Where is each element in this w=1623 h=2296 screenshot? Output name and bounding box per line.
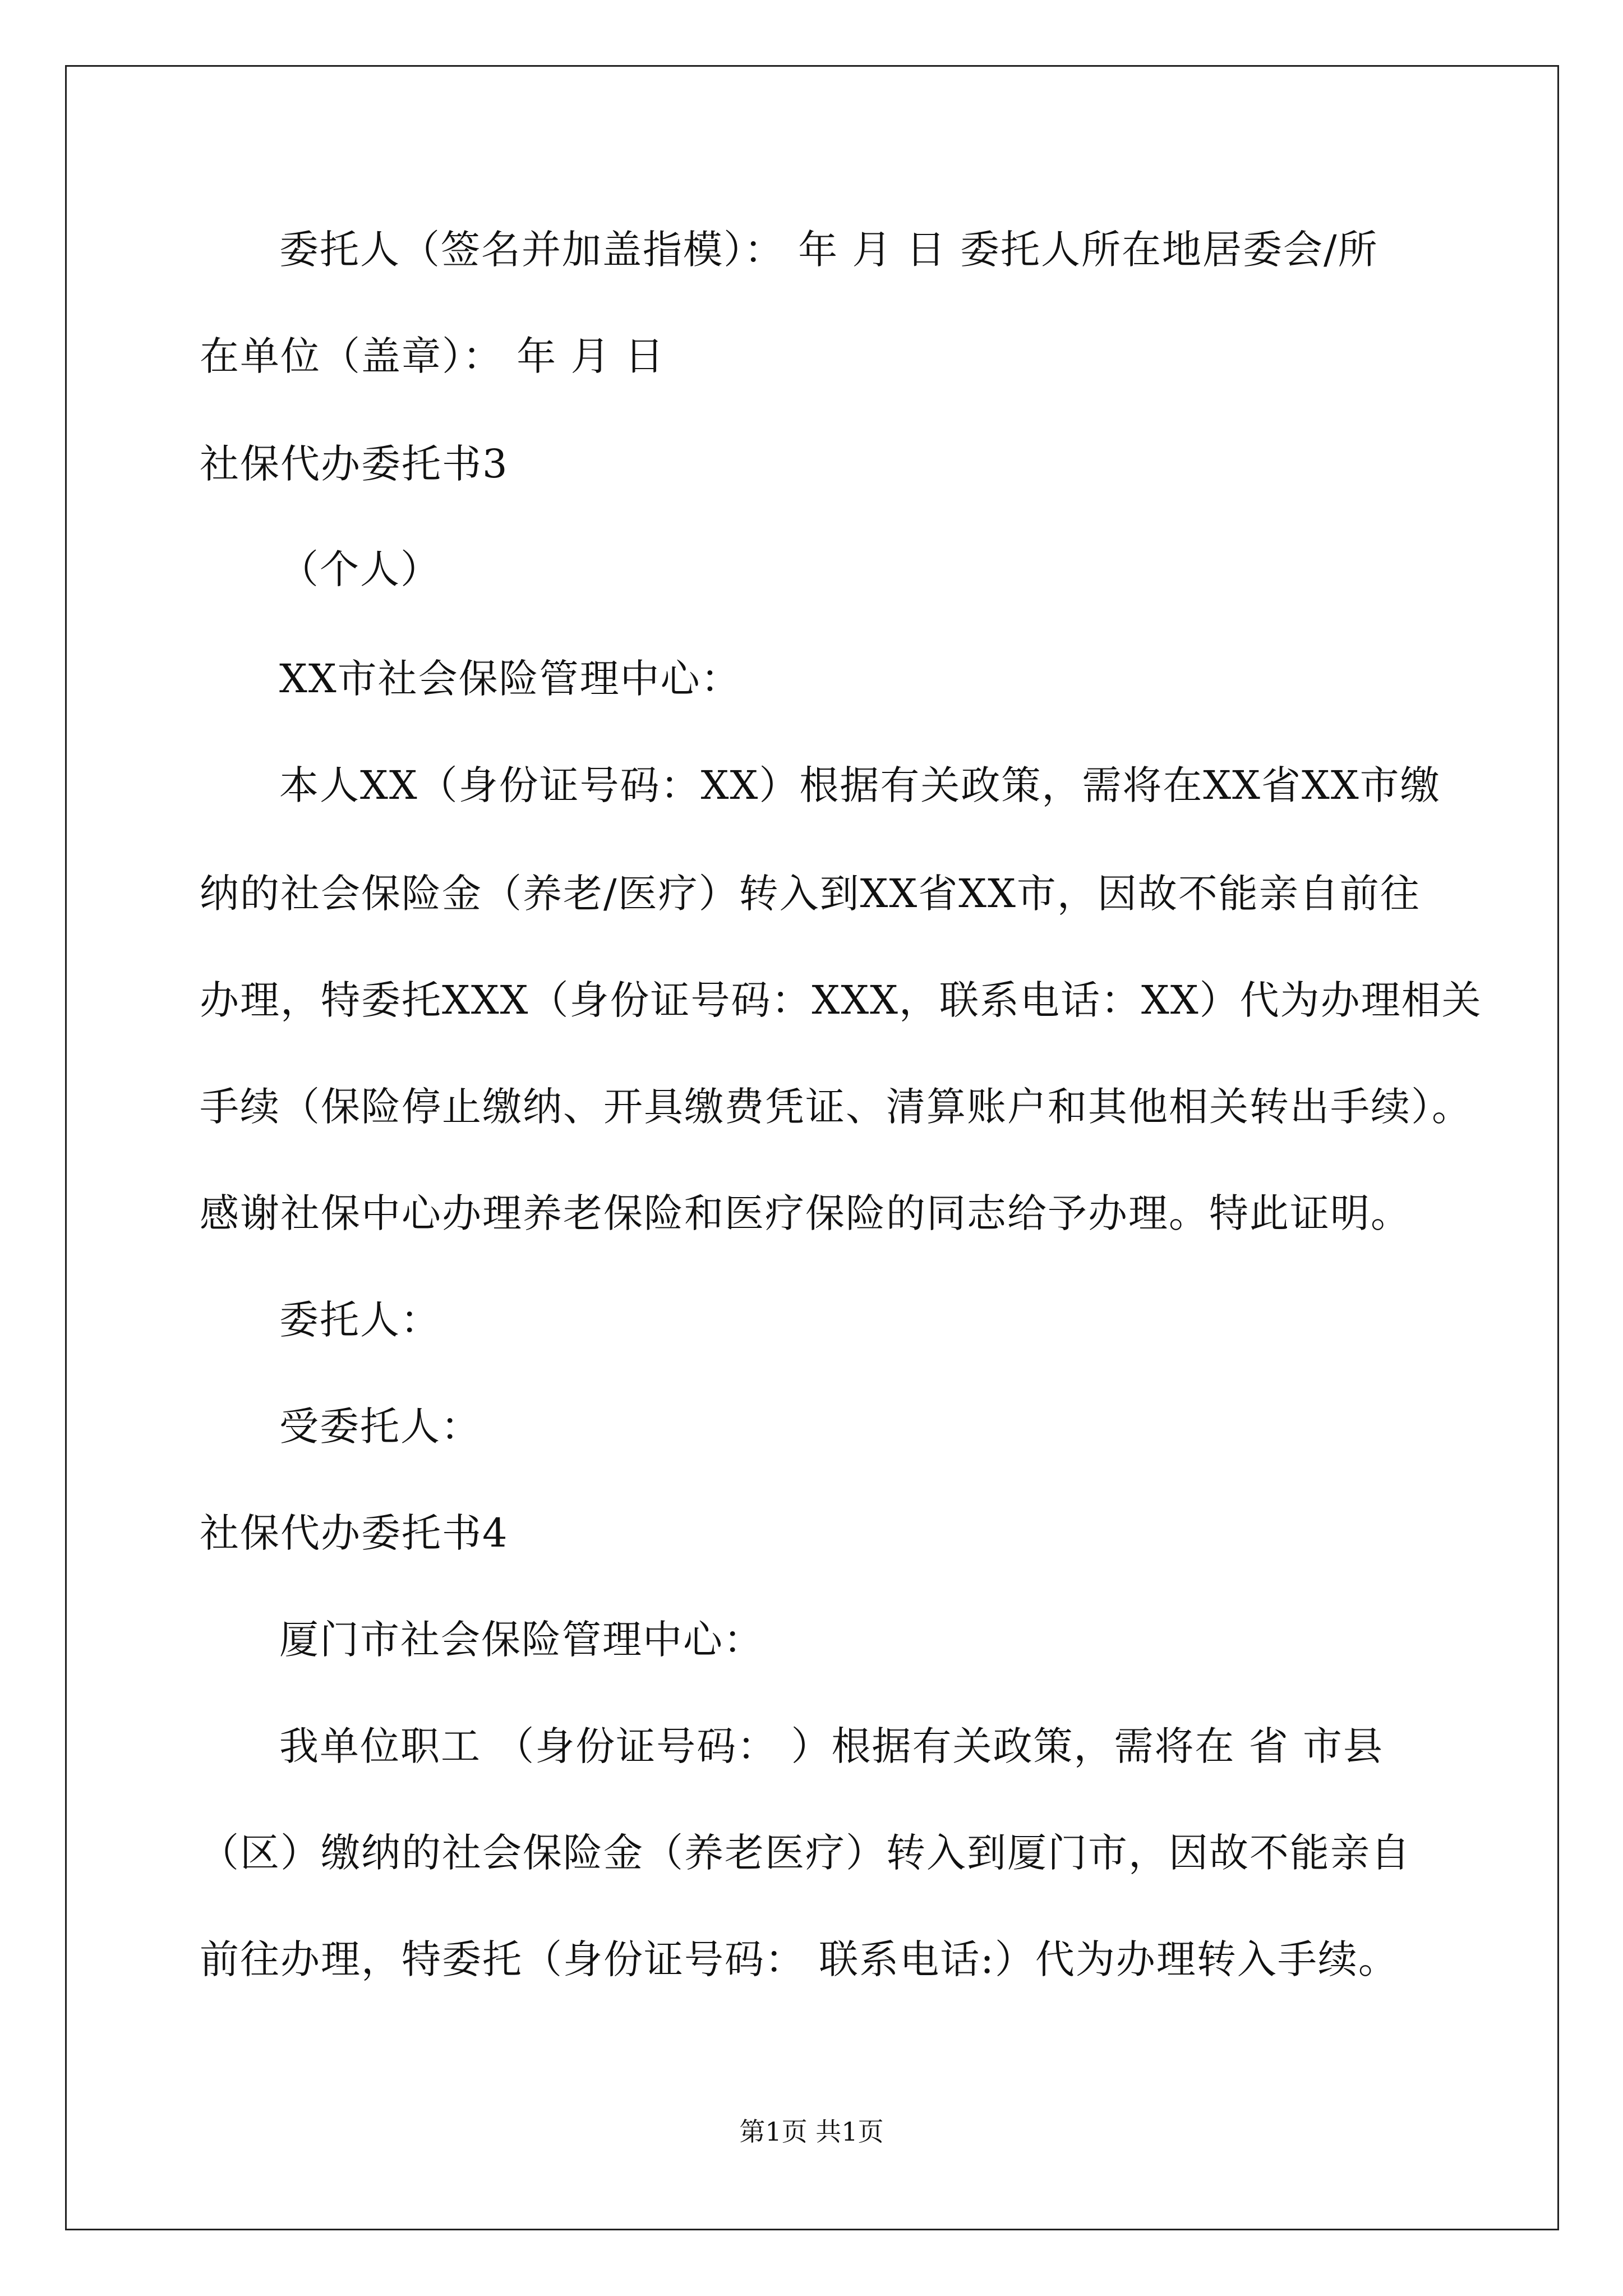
- text-line: 手续（保险停止缴纳、开具缴费凭证、清算账户和其他相关转出手续）。: [200, 1084, 1472, 1130]
- section-heading: 社保代办委托书4: [200, 1510, 509, 1556]
- text-line: （个人）: [279, 546, 441, 592]
- page-border: [65, 65, 1559, 2230]
- text-line: 委托人（签名并加盖指模）： 年 月 日 委托人所在地居委会/所: [279, 227, 1378, 273]
- text-line: 感谢社保中心办理养老保险和医疗保险的同志给予办理。特此证明。: [200, 1190, 1411, 1236]
- addressee: 厦门市社会保险管理中心：: [279, 1617, 764, 1663]
- text-line: 在单位（盖章）： 年 月 日: [200, 333, 665, 379]
- signature-label: 委托人：: [279, 1297, 441, 1343]
- text-line: 我单位职工 （身份证号码： ）根据有关政策，需将在 省 市县: [279, 1723, 1384, 1769]
- signature-label: 受委托人：: [279, 1404, 481, 1450]
- addressee: XX市社会保险管理中心：: [279, 656, 741, 702]
- text-line: 办理，特委托XXX（身份证号码：XXX，联系电话：XX）代为办理相关: [200, 977, 1482, 1023]
- text-line: 前往办理，特委托（身份证号码： 联系电话:）代为办理转入手续。: [200, 1936, 1399, 1982]
- text-line: 本人XX（身份证号码：XX）根据有关政策，需将在XX省XX市缴: [279, 762, 1441, 808]
- text-line: （区）缴纳的社会保险金（养老医疗）转入到厦门市，因故不能亲自: [200, 1830, 1411, 1876]
- section-heading: 社保代办委托书3: [200, 441, 509, 487]
- page-footer: 第1页 共1页: [739, 2116, 884, 2147]
- text-line: 纳的社会保险金（养老/医疗）转入到XX省XX市，因故不能亲自前往: [200, 871, 1421, 917]
